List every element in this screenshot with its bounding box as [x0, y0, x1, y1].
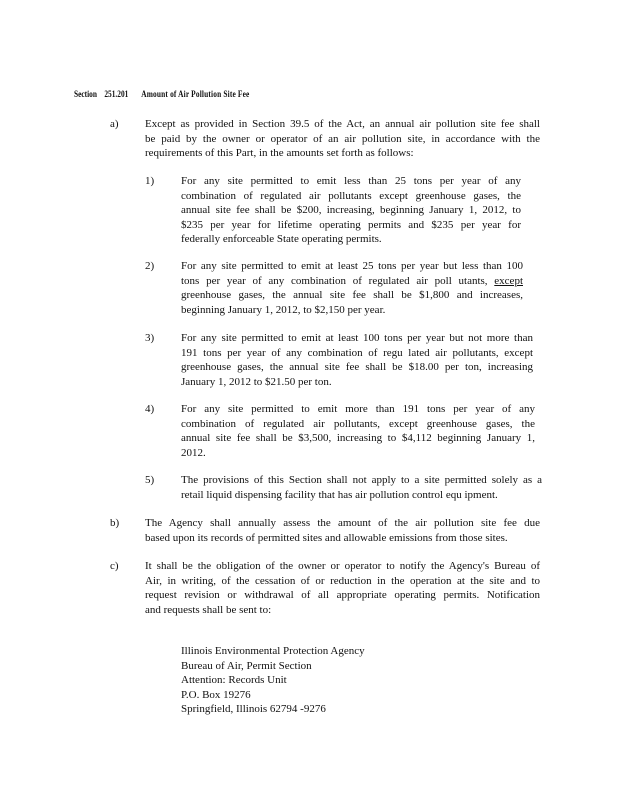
item-5-text — [181, 473, 542, 502]
item-1-mark: 1) — [145, 175, 155, 187]
address-line: Bureau of Air, Permit Section — [181, 659, 312, 672]
text-line: For any site permitted to emit less than 25 tons per year of any — [181, 175, 521, 187]
item-4-mark: 4) — [145, 403, 155, 415]
section-title: Amount of Air Pollution Site Fee — [141, 89, 250, 99]
text-line: retail liquid dispensing facility that has air pollution control equ ipment. — [181, 488, 498, 501]
subsection-a-mark: a) — [110, 118, 119, 130]
text-line: federally enforceable State operating permits. — [181, 233, 382, 246]
address-line: Illinois Environmental Protection Agency — [181, 645, 365, 657]
item-3-mark: 3) — [145, 332, 155, 344]
text-line: For any site permitted to emit at least 25 tons per year but less than 100 — [181, 260, 523, 272]
text-line: beginning January 1, 2012, to $2,150 per year. — [181, 303, 386, 316]
text-line: tons per year of any combination of regulated air poll utants, except — [181, 274, 523, 287]
text-line: annual site fee shall be $200, increasing, beginning January 1, 2012, to — [181, 204, 521, 217]
underlined-word: except — [494, 274, 523, 287]
text-line: be paid by the owner or operator of an air pollution site, in accordance with the — [145, 132, 540, 145]
subsection-b-mark: b) — [110, 517, 120, 529]
text-line: request revision or withdrawal of all appropriate operating permits. Notification — [145, 589, 540, 602]
subsection-b-text — [145, 516, 540, 545]
text-line: $235 per year for lifetime operating permits and $235 per year for — [181, 218, 521, 231]
text-line: Air, in writing, of the cessation of or reduction in the operation at the site and to — [145, 574, 540, 587]
text-line: greenhouse gases, the annual site fee shall be $18.00 per ton, increasing — [181, 361, 533, 374]
item-5-mark: 5) — [145, 474, 155, 486]
text-line: The provisions of this Section shall not apply to a site permitted solely as a — [181, 474, 542, 486]
text-line: requirements of this Part, in the amounts set forth as follows: — [145, 147, 414, 160]
address-line: P.O. Box 19276 — [181, 688, 251, 701]
text-line: and requests shall be sent to: — [145, 603, 272, 616]
address-line: Attention: Records Unit — [181, 674, 287, 687]
text-line: The Agency shall annually assess the amount of the air pollution site fee due — [145, 517, 540, 529]
text-line: based upon its records of permitted sites and allowable emissions from those sites. — [145, 531, 508, 544]
mailing-address — [181, 644, 365, 717]
section-number: 251.201 — [104, 89, 129, 99]
address-line: Springfield, Illinois 62794 -9276 — [181, 703, 326, 716]
text-line: combination of regulated air pollutants except greenhouse gases, the — [181, 189, 521, 202]
item-2-text — [181, 259, 523, 317]
subsection-a-text — [145, 117, 540, 161]
text-line: 191 tons per year of any combination of regu lated air pollutants, except — [181, 346, 533, 359]
text-line: It shall be the obligation of the owner or operator to notify the Agency's Bureau of — [145, 560, 540, 572]
item-2-mark: 2) — [145, 260, 155, 272]
item-4-text — [181, 402, 535, 460]
item-1-text — [181, 174, 521, 247]
subsection-c-mark: c) — [110, 560, 119, 572]
subsection-c-text — [145, 559, 540, 617]
section-heading — [74, 89, 249, 99]
text-line: Except as provided in Section 39.5 of the Act, an annual air pollution site fee shall — [145, 118, 540, 130]
text-line: January 1, 2012 to $21.50 per ton. — [181, 375, 332, 388]
text-line: For any site permitted to emit more than 191 tons per year of any — [181, 403, 535, 415]
text-line: greenhouse gases, the annual site fee shall be $1,800 and increases, — [181, 289, 523, 302]
item-3-text — [181, 331, 533, 389]
section-label: Section — [74, 89, 97, 99]
text-line: combination of regulated air pollutants, except greenhouse gases, the — [181, 417, 535, 430]
text-line: annual site fee shall be $3,500, increasing to $4,112 beginning January 1, — [181, 432, 535, 445]
text-line: 2012. — [181, 446, 206, 459]
text-line: For any site permitted to emit at least 100 tons per year but not more than — [181, 332, 533, 344]
